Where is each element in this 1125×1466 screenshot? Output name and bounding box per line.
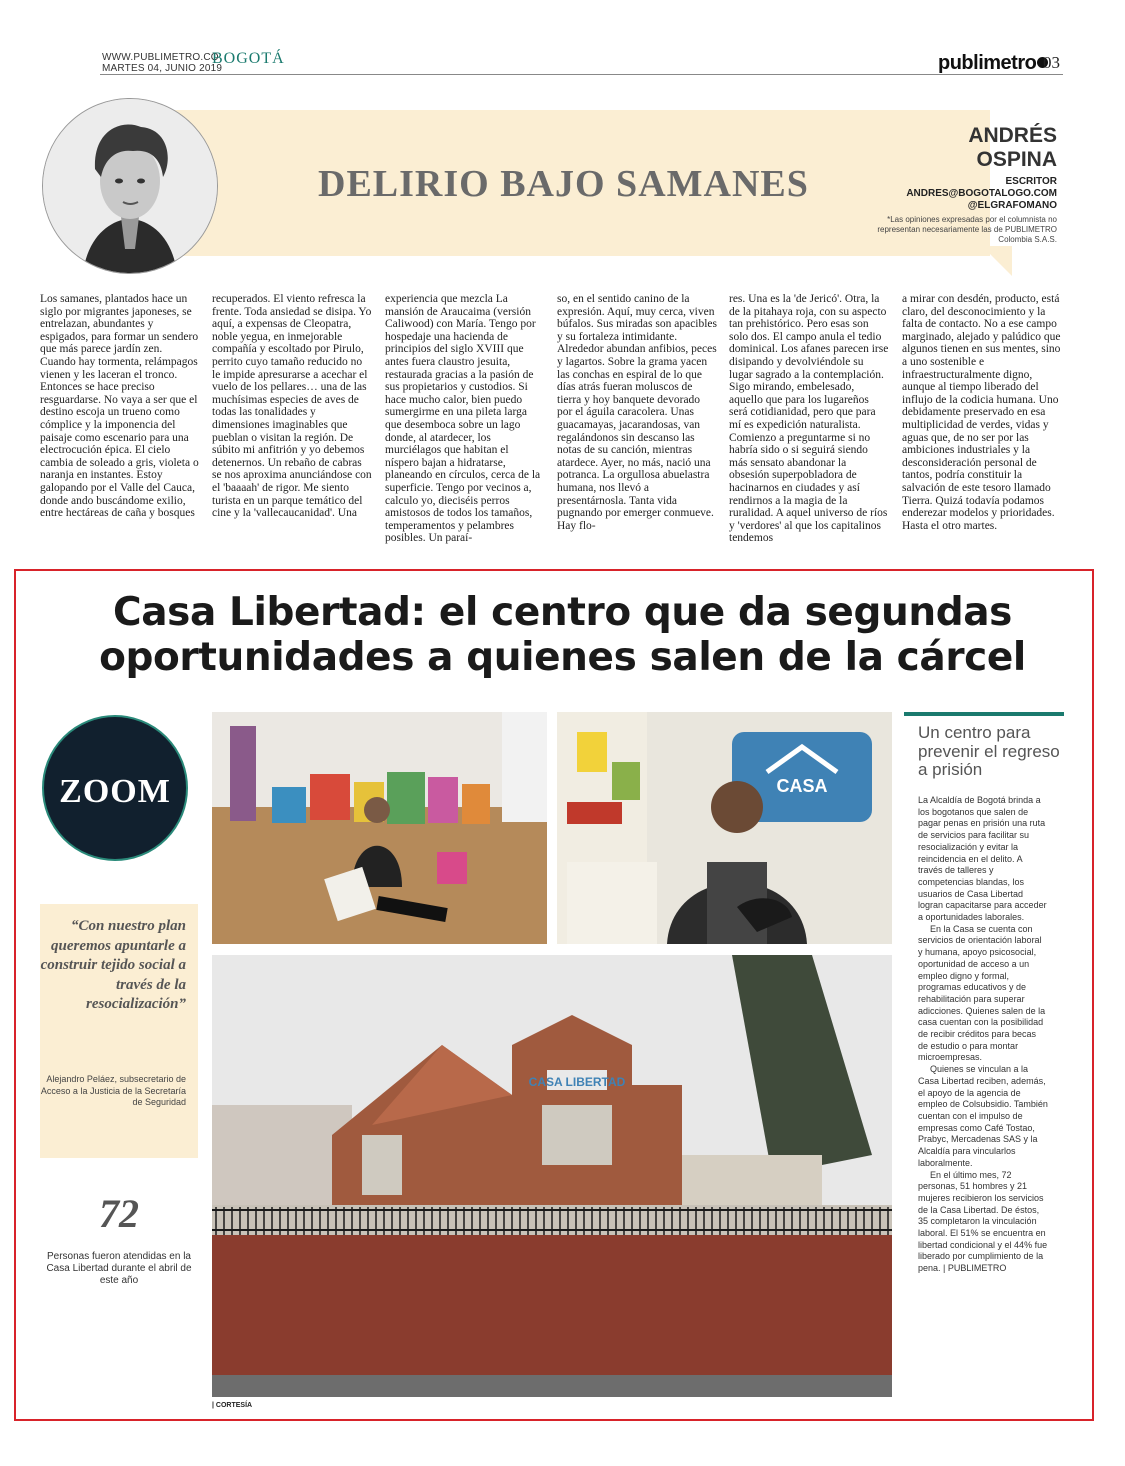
headline-line-2: oportunidades a quienes salen de la cárcel: [99, 635, 1026, 680]
author-handle: @ELGRAFOMANO: [967, 200, 1057, 211]
author-photo-icon: [43, 99, 217, 273]
stat-caption: Personas fueron atendidas en la Casa Libertad durante el abril de este año: [46, 1251, 192, 1286]
artist-photo-icon: [212, 712, 547, 944]
page-number: 03: [1043, 53, 1060, 72]
site-url: WWW.PUBLIMETRO.CO: [102, 52, 219, 63]
staff-photo-icon: [557, 712, 892, 944]
column-text-4: so, en el sentido canino de la expresión. Aquí, muy cerca, viven búfalos. Sus miradas son apacibles y su fortaleza intimidante. Alrededor abundan anfibios, peces y lagartos. Sobre la grama yacen las conchas en espiral de lo que días atrás fueran moluscos de tierra y hoy banquete devorado por el águila caracolera. Unas guacamayas, jacarandosas, van regalándonos sin descanso las notas de su canción, mientras atardece. Ayer, no más, nació una potranca. La orgullosa abuelastra humana, nos llevó a presentárnosla. Tanta vida pugnando por emerger conmueve. Hay flo-: [557, 293, 717, 532]
banner-speech-tail: [982, 246, 1012, 276]
column-text-5: res. Una es la 'de Jericó'. Otra, la de la pitahaya roja, con su aspecto tan prehistórico. Pero esas son solo dos. El campo anula el tedio dominical. Los afanes parecen irse disipando y devolviéndole su lugar sagrado a la contemplación. Sigo mirando, embelesado, aquello que para los lugareños será cotidianidad, pero que para mí es expedición naturalista. Comienzo a preguntarme si no habría sido o si seguirá siendo más sensato abandonar la obsesión superpobladora de hacinarnos en ciudades y así rendirnos a la magia de la ruralidad. A aquel universo de ríos y 'verdores' al que los capitalinos tendemos: [729, 293, 889, 545]
author-name: [968, 124, 1057, 172]
sidebar-title: Un centro para prevenir el regreso a prisión: [918, 723, 1060, 779]
author-role: ESCRITOR: [1005, 176, 1057, 187]
issue-date: MARTES 04, JUNIO 2019: [102, 63, 223, 74]
sidebar-paragraph: La Alcaldía de Bogotá brinda a los bogotanos que salen de pagar penas en prisión una ruta de servicios para facilitar su resocialización y evitar la reincidencia en el delito. A través de talleres y competencias blandas, los usuarios de Casa Libertad logran capacitarse para acceder a oportunidades laborales.: [918, 795, 1047, 923]
section-label: BOGOTÁ: [212, 50, 285, 67]
quote-attribution: Alejandro Peláez, subsecretario de Acceso a la Justicia de la Secretaría de Seguridad: [40, 1074, 186, 1107]
sidebar-paragraph: En la Casa se cuenta con servicios de orientación laboral y humana, apoyo psicosocial, oportunidad de acceso a un empleo digno y formal, programas educativos y de rehabilitación para superar adicciones. Quienes salen de la casa cuentan con la posibilidad de recibir créditos para becas de estudio o para montar microempresas.: [918, 923, 1046, 1063]
photo-casa-libertad-building: [212, 955, 892, 1397]
svg-text:CASA: CASA: [776, 776, 828, 796]
headline-line-1: Casa Libertad: el centro que da segundas: [113, 590, 1012, 635]
author-details: [906, 176, 1057, 212]
zoom-badge: [42, 715, 188, 861]
building-photo-icon: [212, 955, 892, 1397]
author-first-name: ANDRÉS: [968, 124, 1057, 147]
photo-artist: [212, 712, 547, 944]
logo-text: publimetro: [938, 52, 1037, 74]
photo-credit: | CORTESÍA: [212, 1402, 253, 1409]
building-sign-text: CASA LIBERTAD: [528, 1075, 626, 1089]
column-text-1: Los samanes, plantados hace un siglo por migrantes japoneses, se entrelazan, abundantes y espigados, para formar un sendero que más parece jardín zen. Cuando hay tormenta, relámpagos vienen y les laceran el tronco. Entonces se hace preciso resguardarse. No vaya a ser que el destino escoja un trueno como cómplice y la imponencia del paisaje como escenario para una electrocución épica. El cielo cambia de soleado a gris, violeta o naranja en instantes. Estoy galopando por el Valle del Cauca, donde ando buscándome exilio, entre hectáreas de caña y bosques: [40, 293, 199, 520]
author-email: ANDRES@BOGOTALOGO.COM: [906, 188, 1057, 199]
column-text-2: recuperados. El viento refresca la frente. Toda ansiedad se disipa. Yo aquí, a expensas de Cleopatra, noble yegua, en inmejorable compañía y escoltado por Pirulo, perrito cuyo tamaño reducido no le impide apresurarse a acechar el vuelo de los pellares… una de las muchísimas especies de aves de todas las tonalidades y dimensiones imaginables que pueblan o visitan la región. De súbito mi anfitrión y yo debemos detenernos. Un rebaño de cabras se nos aproxima anunciándose con el 'baaaah' de rigor. Me siento turista en un parque temático del cine y la 'vallecaucanidad'. Una: [212, 293, 372, 520]
publimetro-logo: [938, 52, 1048, 75]
zoom-label: ZOOM: [59, 773, 171, 810]
stat-number: 72: [99, 1191, 139, 1236]
column-disclaimer: *Las opiniones expresadas por el columnista no representan necesariamente las de PUBLIMETRO Colombia S.A.S.: [877, 215, 1057, 244]
column-text-3: experiencia que mezcla La mansión de Araucaima (versión Caliwood) con María. Tengo por hospedaje una hacienda de principios del siglo XVIII que antes fuera claustro jesuita, restaurada gracias a la pasión de sus propietarios y custodios. Si hace mucho calor, bien puedo sumergirme en una pileta larga que desemboca sobre un lago donde, al atardecer, los murciélagos que habitan el níspero bajan a hidratarse, planeando en círculos, cerca de la superficie. Tengo por vecinos a, calculo yo, dieciséis perros amistosos de todos los tamaños, temperamentos y pelambres posibles. Un paraí-: [385, 293, 541, 545]
author-last-name: OSPINA: [976, 148, 1057, 171]
column-text-6: a mirar con desdén, producto, está claro, del desconocimiento y la falta de contacto. No a ese campo marginado, alejado y palúdico que algunos tienen en sus mentes, sino a uno sostenible e infraestructuralmente digno, aunque al tiempo liberado del influjo de la codicia humana. Uno debidamente preservado en esa multiplicidad de verdes, vidas y aguas que, de no ser por las ambiciones industriales y la desconsideración personal de tantos, podría constituir la salvación de este tesoro llamado Tierra. Quizá todavía podamos enderezar modelos y prioridades. Hasta el otro martes.: [902, 293, 1061, 532]
sidebar-paragraph: Quienes se vinculan a la Casa Libertad reciben, además, el apoyo de la agencia de empleo de Colsubsidio. También cuentan con el impulso de empresas como Café Tostao, Prabyc, Mercadenas SAS y la Alcaldía para vincularlos laboralmente.: [918, 1064, 1048, 1168]
sidebar-paragraph: En el último mes, 72 personas, 51 hombres y 21 mujeres recibieron los servicios de la Casa Libertad. De éstos, 35 completaron la vinculación laboral. El 51% se encuentra en libertad condicional y el 44% fue liberado por cumplimiento de la pena. | PUBLIMETRO: [918, 1169, 1048, 1274]
column-title: DELIRIO BAJO SAMANES: [318, 163, 809, 205]
header-meta: [102, 52, 222, 74]
sidebar-body: [918, 795, 1048, 1315]
sidebar-accent-rule: [904, 712, 1064, 716]
header-divider: [100, 74, 1063, 75]
author-portrait: [42, 98, 218, 274]
photo-staff-member: [557, 712, 892, 944]
article-headline: [20, 590, 1105, 680]
pull-quote: “Con nuestro plan queremos apuntarle a construir tejido social a través de la resocialización”: [40, 918, 186, 1012]
